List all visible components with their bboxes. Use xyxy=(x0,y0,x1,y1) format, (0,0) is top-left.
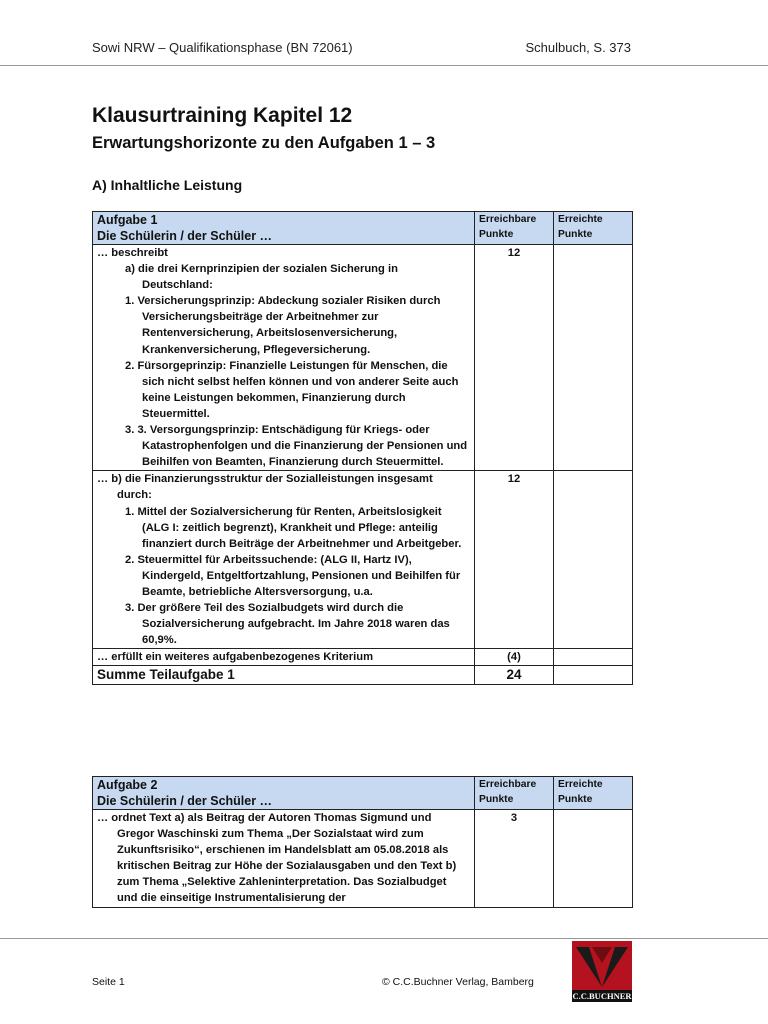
section-heading: A) Inhaltliche Leistung xyxy=(92,177,243,193)
achieved-points-cell[interactable] xyxy=(554,810,633,908)
achieved-points-header-line1: Erreichte xyxy=(558,214,603,225)
criterion-cell: … erfüllt ein weiteres aufgabenbezogenes Kriterium xyxy=(93,649,475,666)
page-header xyxy=(92,40,631,55)
max-points-header xyxy=(475,777,554,810)
table-header-row xyxy=(93,777,633,810)
achieved-points-cell[interactable] xyxy=(554,649,633,666)
list-item: 3. Der größere Teil des Sozialbudgets wird durch die Sozialversicherung aufgebracht. Im Jahre 2018 waren das 60,9%. xyxy=(125,602,450,647)
task-header xyxy=(93,777,475,810)
achieved-points-header-line1: Erreichte xyxy=(558,779,603,790)
achieved-points-header xyxy=(554,777,633,810)
student-label: Die Schülerin / der Schüler … xyxy=(97,229,273,243)
student-label: Die Schülerin / der Schüler … xyxy=(97,794,273,808)
table-row xyxy=(93,471,633,649)
achieved-points-header-line2: Punkte xyxy=(558,229,593,240)
table-row xyxy=(93,245,633,471)
page-title: Klausurtraining Kapitel 12 xyxy=(92,104,353,127)
list-item: 1. Versicherungsprinzip: Abdeckung sozialer Risiken durch Versicherungsbeiträge der Arbeitnehmer zur Rentenversicherung, Arbeitslosenversicherung, Krankenversicherung, Pflegeversicherung. xyxy=(125,295,441,356)
max-points-header xyxy=(475,212,554,245)
publisher-logo-text: C.C.BUCHNER xyxy=(572,991,632,1001)
list-item: 3. 3. Versorgungsprinzip: Entschädigung für Kriegs- oder Katastrophenfolgen und die Finanzierung der Pensionen und Beihilfen von Beamten, Finanzierung durch Steuermittel. xyxy=(125,424,468,469)
task-1-table xyxy=(92,211,633,685)
criterion-sub: a) die drei Kernprinzipien der sozialen Sicherung in Deutschland: xyxy=(125,263,398,292)
achieved-points-header xyxy=(554,212,633,245)
criterion-cell xyxy=(93,245,475,471)
criterion-cell xyxy=(93,810,475,908)
list-item: 2. Fürsorgeprinzip: Finanzielle Leistungen für Menschen, die sich nicht selbst helfen können und von anderer Seite auch keine Leistungen bekommen, Finanzierung durch Steuermittel. xyxy=(125,359,459,420)
page-subtitle: Erwartungshorizonte zu den Aufgaben 1 – 3 xyxy=(92,134,436,152)
criterion-cell xyxy=(93,471,475,649)
footer-rule xyxy=(0,938,768,939)
sum-label: Summe Teilaufgabe 1 xyxy=(93,666,475,685)
criterion-lead: … ordnet Text a) als Beitrag der Autoren Thomas Sigmund und xyxy=(97,812,432,824)
max-points-cell: 3 xyxy=(475,810,554,908)
page-number: Seite 1 xyxy=(92,976,125,988)
sum-row xyxy=(93,666,633,685)
max-points-header-line1: Erreichbare xyxy=(479,779,537,790)
task-2-table xyxy=(92,776,633,908)
max-points-header-line2: Punkte xyxy=(479,794,514,805)
sum-max-points: 24 xyxy=(475,666,554,685)
publisher-logo-icon xyxy=(572,941,632,990)
max-points-header-line1: Erreichbare xyxy=(479,214,537,225)
max-points-cell: (4) xyxy=(475,649,554,666)
header-right: Schulbuch, S. 373 xyxy=(525,40,631,55)
table-header-row xyxy=(93,212,633,245)
max-points-header-line2: Punkte xyxy=(479,229,514,240)
task-label: Aufgabe 1 xyxy=(97,213,158,227)
max-points-cell: 12 xyxy=(475,245,554,471)
max-points-cell: 12 xyxy=(475,471,554,649)
list-item: 2. Steuermittel für Arbeitssuchende: (ALG II, Hartz IV), Kindergeld, Entgeltfortzahlung, Pensionen und Beihilfen für Beamte, betriebliche Altersversorgung, u.a. xyxy=(125,553,461,598)
criterion-lead: … beschreibt xyxy=(97,247,168,259)
criterion-lead-cont: durch: xyxy=(117,489,152,502)
criterion-lead: … b) die Finanzierungsstruktur der Sozialleistungen insgesamt xyxy=(97,473,433,486)
task-label: Aufgabe 2 xyxy=(97,778,158,792)
sum-achieved-points[interactable] xyxy=(554,666,633,685)
copyright: © C.C.Buchner Verlag, Bamberg xyxy=(382,976,534,988)
achieved-points-cell[interactable] xyxy=(554,471,633,649)
table-row xyxy=(93,649,633,666)
task-header xyxy=(93,212,475,245)
achieved-points-cell[interactable] xyxy=(554,245,633,471)
table-row xyxy=(93,810,633,908)
list-item: 1. Mittel der Sozialversicherung für Renten, Arbeitslosigkeit (ALG I: zeitlich begrenzt), Krankheit und Pflege: anteilig finanziert durch Beiträge der Arbeitnehmer und Arbeitgeber. xyxy=(125,505,462,550)
header-rule xyxy=(0,65,768,66)
header-left: Sowi NRW – Qualifikationsphase (BN 72061) xyxy=(92,40,353,55)
achieved-points-header-line2: Punkte xyxy=(558,794,593,805)
criterion-lead-cont: Gregor Waschinski zum Thema „Der Sozialstaat wird zum Zukunftsrisiko“, erschienen im Handelsblatt am 05.08.2018 als kritischen Beitrag zur Höhe der Sozialausgaben und den Text b) zum Thema „Selektive Zahleninterpretation. Das Sozialbudget und die einseitige Instrumentalisierung der xyxy=(117,828,457,905)
